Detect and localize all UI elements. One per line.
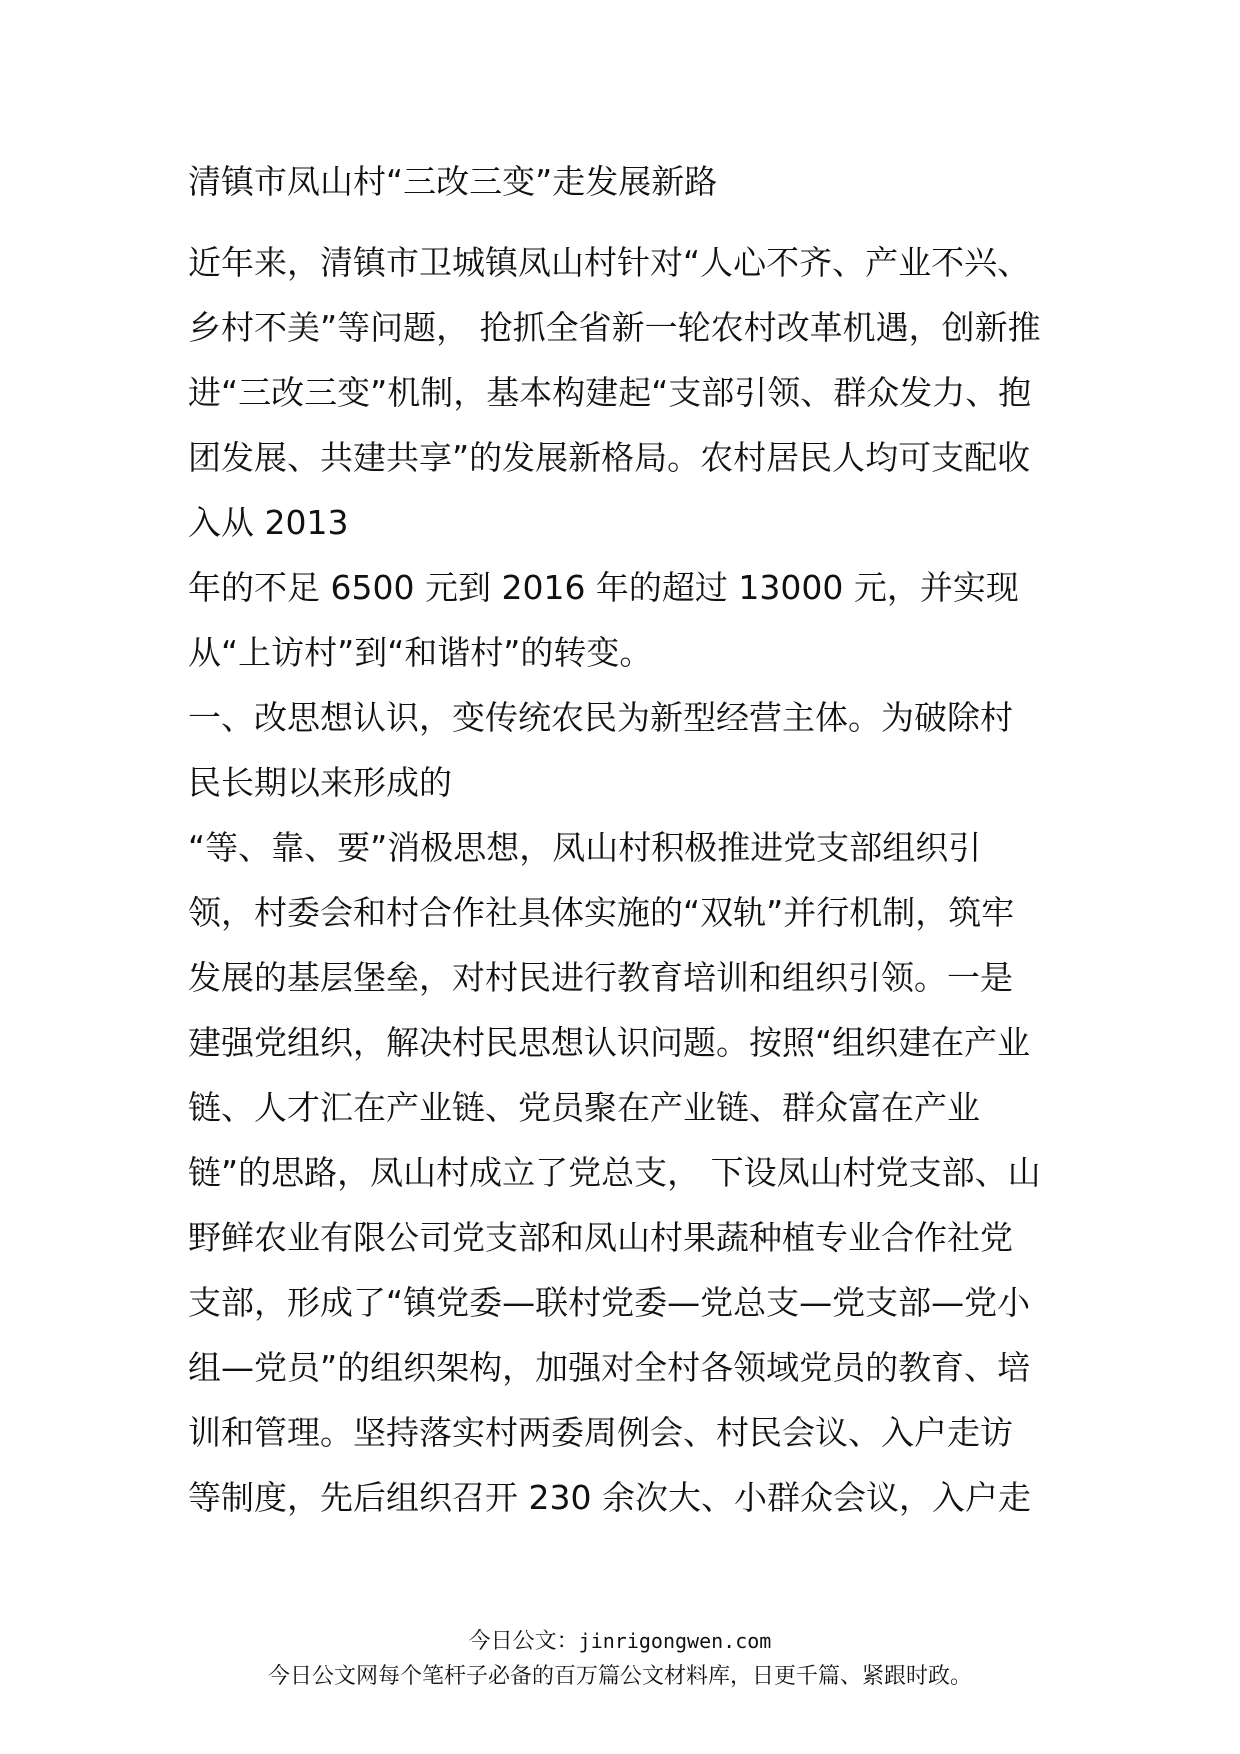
body-line: 领，村委会和村合作社具体实施的“双轨”并行机制，筑牢 [188, 893, 1015, 932]
body-line: 链、人才汇在产业链、党员聚在产业链、群众富在产业 [188, 1088, 980, 1127]
body-line: 年的不足 6500 元到 2016 年的超过 13000 元，并实现 [188, 568, 1019, 607]
document-title: 清镇市凤山村“三改三变”走发展新路 [188, 162, 718, 201]
body-line: 等制度，先后组织召开 230 余次大、小群众会议，入户走 [188, 1478, 1031, 1517]
body-line: 一、改思想认识，变传统农民为新型经营主体。为破除村 [188, 698, 1013, 737]
body-line: 支部，形成了“镇党委—联村党委—党总支—党支部—党小 [188, 1283, 1031, 1322]
footer-source-label: 今日公文： [468, 1629, 579, 1654]
footer-slogan: 今日公文网每个笔杆子必备的百万篇公文材料库，日更千篇、紧跟时政。 [267, 1664, 972, 1689]
document-body [188, 230, 1068, 1530]
body-line: 近年来，清镇市卫城镇凤山村针对“人心不齐、产业不兴、 [188, 243, 1031, 282]
body-line: 团发展、共建共享”的发展新格局。农村居民人均可支配收 [188, 438, 1031, 477]
footer-source-url[interactable]: jinrigongwen.com [578, 1629, 772, 1653]
body-line: 组—党员”的组织架构，加强对全村各领域党员的教育、培 [188, 1348, 1031, 1387]
body-line: 乡村不美”等问题， 抢抓全省新一轮农村改革机遇，创新推 [188, 308, 1041, 347]
body-line: 发展的基层堡垒，对村民进行教育培训和组织引领。一是 [188, 958, 1013, 997]
body-line: 从“上访村”到“和谐村”的转变。 [188, 633, 653, 672]
body-line: “等、靠、要”消极思想，凤山村积极推进党支部组织引 [188, 828, 982, 867]
body-line: 建强党组织，解决村民思想认识问题。按照“组织建在产业 [188, 1023, 1031, 1062]
body-line: 野鲜农业有限公司党支部和凤山村果蔬种植专业合作社党 [188, 1218, 1013, 1257]
body-line: 进“三改三变”机制，基本构建起“支部引领、群众发力、抱 [188, 373, 1032, 412]
body-line: 民长期以来形成的 [188, 763, 452, 802]
body-line: 入从 2013 [188, 503, 349, 542]
body-line: 链”的思路，凤山村成立了党总支， 下设凤山村党支部、山 [188, 1153, 1041, 1192]
body-line: 训和管理。坚持落实村两委周例会、村民会议、入户走访 [188, 1413, 1013, 1452]
footer-source [0, 1626, 1240, 1657]
